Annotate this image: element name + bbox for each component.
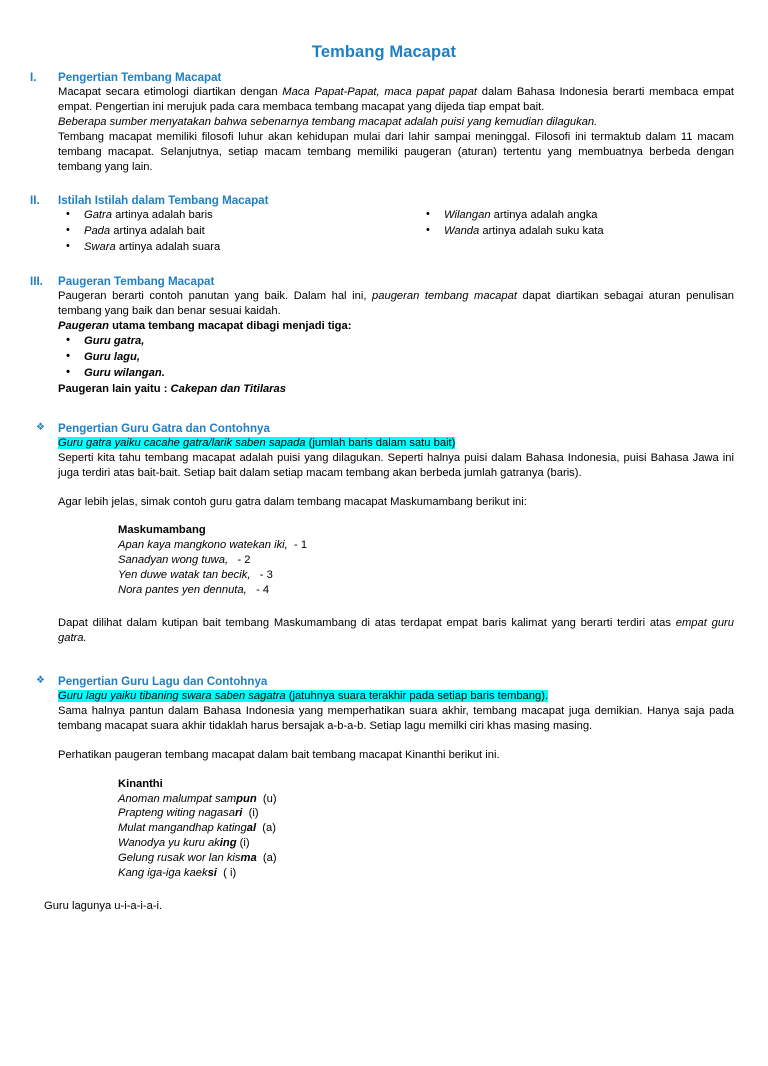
list-item: [58, 208, 396, 224]
page-title: Tembang Macapat: [311, 43, 457, 61]
quote-line-prefix: Mulat mangandhap kating: [118, 822, 247, 835]
paugeran-closing-italic: Cakepan dan Titilaras: [170, 382, 286, 395]
list-item: [58, 224, 396, 240]
quote-line: [118, 568, 734, 583]
para1-italic: Maca Papat-Papat, maca papat papat: [282, 86, 478, 99]
list-item: • Guru lagu,: [58, 350, 734, 366]
quote-line-mark: (u): [256, 792, 277, 805]
term-name: Pada: [84, 225, 111, 237]
terms-column-right: [396, 208, 734, 256]
quote-line-text: Nora pantes yen dennuta,: [118, 584, 247, 597]
quote-line: [118, 836, 734, 851]
para-italic: paugeran tembang macapat: [372, 290, 517, 303]
quote-line-prefix: Prapteng witing nagasa: [118, 807, 235, 820]
list-item: [418, 224, 734, 240]
terms-column-left: [58, 208, 396, 256]
quote-line: [118, 851, 734, 866]
quote-line-mark: - 1: [287, 539, 308, 552]
subsection-guru-gatra-heading-row: [36, 421, 734, 436]
quote-line-bold: ing: [219, 837, 237, 850]
guru-gatra-definition: [58, 436, 734, 451]
guru-lagu-definition: [58, 689, 734, 704]
terms-two-column: [58, 208, 734, 256]
guru-gatra-intro: Agar lebih jelas, simak contoh guru gatra dalam tembang macapat Maskumambang berikut ini:: [58, 495, 527, 508]
term-definition: artinya adalah bait: [110, 225, 205, 237]
para1-text-b: dalam Bahasa Indonesia berarti membaca empat empat. Pengertian ini merujuk pada cara membaca tembang macapat yang dijeda tiap empat bait.: [58, 86, 734, 114]
quote-line-mark: - 3: [250, 569, 273, 582]
subsection-guru-lagu-heading: Pengertian Guru Lagu dan Contohnya: [58, 674, 268, 688]
document-page: [0, 42, 768, 1066]
term-name: Wilangan: [444, 209, 491, 222]
quote-line-prefix: Kang iga-iga kaek: [118, 867, 208, 880]
quote-line-bold: ma: [240, 852, 257, 865]
diamond-bullet-icon: ❖: [36, 421, 45, 433]
term-definition: artinya adalah suku kata: [479, 225, 604, 237]
term-definition: artinya adalah baris: [111, 209, 213, 222]
quote-line-mark: (a): [256, 852, 277, 865]
quote-line: [118, 792, 734, 807]
definition-highlight-plain: (jatuhnya suara terakhir pada setiap baris tembang).: [285, 690, 549, 703]
guru-gatra-paragraph: Seperti kita tahu tembang macapat adalah puisi yang dilagukan. Seperti halnya puisi dalam Bahasa Indonesia, puisi Bahasa Jawa ini juga terdiri atas bait-bait. Setiap bait dalam setiap macam tembang akan berbeda jumlah gatranya (baris).: [58, 451, 734, 479]
subsection-guru-lagu-heading-row: [36, 674, 734, 689]
quote-line-bold: si: [207, 867, 217, 880]
guru-lagu-paragraph: Sama halnya pantun dalam Bahasa Indonesia yang memperhatikan suara akhir, tembang macapat juga demikian. Hanya saja pada tembang macapat suara akhir tidaklah harus bersajak a-b-a-b. Setiap lagu memilki ciri khas masing masing.: [58, 705, 734, 732]
subsection-guru-gatra-body: [58, 436, 734, 646]
paugeran-lead-rest: utama tembang macapat dibagi menjadi tiga:: [108, 320, 352, 332]
quote-line: [118, 866, 734, 881]
section-ii-heading-row: [22, 193, 734, 208]
paugeran-closing-a: Paugeran lain yaitu :: [58, 382, 171, 395]
section-i: [22, 70, 734, 175]
quote-line-text: Apan kaya mangkono watekan iki,: [118, 539, 288, 552]
section-ii-heading: Istilah Istilah dalam Tembang Macapat: [58, 193, 269, 207]
quote-line-prefix: Gelung rusak wor lan kis: [118, 852, 241, 865]
quote-line: [118, 538, 734, 553]
quote-line-mark: (i): [242, 807, 259, 820]
section-ii: [22, 193, 734, 256]
term-definition: artinya adalah suara: [115, 240, 221, 253]
term-name: Gatra: [84, 209, 112, 222]
section-i-number: I.: [30, 70, 37, 84]
quote-line: [118, 821, 734, 836]
quote-line-mark: (a): [256, 822, 276, 835]
quote-line-bold: pun: [236, 792, 257, 805]
quote-line-text: Yen duwe watak tan becik,: [118, 569, 251, 582]
maskumambang-quote: [118, 523, 734, 597]
guru-lagu-closing: Guru lagunya u-i-a-i-a-i.: [44, 899, 163, 912]
para1-text-a: Macapat secara etimologi diartikan dengan: [58, 86, 283, 99]
closing-text-a: Dapat dilihat dalam kutipan bait tembang Maskumambang di atas terdapat empat baris kalimat yang berarti terdiri atas: [58, 616, 676, 629]
subsection-guru-lagu-body: [44, 689, 734, 914]
quote-line-mark: - 2: [228, 554, 251, 567]
definition-highlight-plain: (jumlah baris dalam satu bait): [305, 436, 456, 449]
guru-lagu-intro: Perhatikan paugeran tembang macapat dalam bait tembang macapat Kinanthi berikut ini.: [58, 748, 500, 761]
terms-list-left: [58, 208, 396, 256]
quote-line-bold: al: [246, 822, 257, 835]
term-name: Swara: [84, 240, 116, 253]
quote-line-mark: (i): [236, 837, 250, 850]
section-iii-paragraph-1: [58, 289, 734, 319]
list-item: • Guru wilangan.: [58, 366, 734, 382]
section-i-heading-row: [22, 70, 734, 85]
para-text-b: dapat diartikan sebagai aturan penulisan tembang yang baik dan benar sesuai kaidah.: [58, 290, 734, 318]
definition-highlight-italic: Guru gatra yaiku cacahe gatra/larik saben sapada: [58, 436, 306, 449]
kinanthi-quote: [118, 777, 734, 881]
section-i-paragraph-2: Beberapa sumber menyatakan bahwa sebenarnya tembang macapat adalah puisi yang kemudian dilagukan.: [58, 116, 598, 129]
quote-title: Maskumambang: [118, 524, 206, 537]
quote-line-text: Sanadyan wong tuwa,: [118, 554, 229, 567]
paugeran-list: [58, 334, 734, 382]
quote-line: [118, 553, 734, 568]
subsection-guru-lagu: [22, 674, 734, 914]
section-ii-number: II.: [30, 193, 40, 207]
section-iii-number: III.: [30, 274, 43, 288]
term-definition: artinya adalah angka: [490, 209, 598, 222]
closing-italic: empat guru gatra.: [58, 616, 734, 644]
paugeran-lead-italic: Paugeran: [58, 320, 109, 332]
section-iii: [22, 274, 734, 397]
quote-line-prefix: Anoman malumpat sam: [118, 792, 237, 805]
term-name: Wanda: [444, 225, 480, 237]
quote-line: [118, 806, 734, 821]
guru-gatra-closing: [58, 616, 734, 646]
section-i-paragraph-3: Tembang macapat memiliki filosofi luhur akan kehidupan mulai dari lahir sampai meninggal. Filosofi ini termaktub dalam 11 macam tembang macapat. Selanjutnya, setiap macam tembang memiliki paugeran (aturan) tertentu yang membuatnya berbeda dengan tembang yang lain.: [58, 131, 734, 173]
list-item: [58, 240, 396, 256]
section-iii-body: [58, 289, 734, 396]
quote-line: [118, 583, 734, 598]
paugeran-closing: [58, 382, 734, 397]
section-i-heading: Pengertian Tembang Macapat: [58, 70, 222, 84]
section-iii-heading: Paugeran Tembang Macapat: [58, 274, 215, 288]
quote-line-bold: ri: [234, 807, 243, 820]
section-iii-heading-row: [22, 274, 734, 289]
list-item: • Guru gatra,: [58, 334, 734, 350]
diamond-bullet-icon: ❖: [36, 674, 45, 686]
list-item: [418, 208, 734, 224]
definition-highlight-italic: Guru lagu yaiku tibaning swara saben sagatra: [58, 690, 286, 703]
subsection-guru-gatra: [22, 421, 734, 646]
quote-line-prefix: Wanodya yu kuru ak: [118, 837, 220, 850]
quote-line-mark: - 4: [246, 584, 270, 597]
terms-list-right: [418, 208, 734, 240]
subsection-guru-gatra-heading: Pengertian Guru Gatra dan Contohnya: [58, 421, 270, 435]
quote-line-mark: ( i): [216, 867, 237, 880]
para-text-a: Paugeran berarti contoh panutan yang baik. Dalam hal ini,: [58, 290, 373, 303]
paugeran-lead: [58, 319, 734, 334]
quote-title: Kinanthi: [118, 777, 163, 790]
section-i-paragraph-1: [58, 85, 734, 115]
section-i-body: [58, 85, 734, 174]
